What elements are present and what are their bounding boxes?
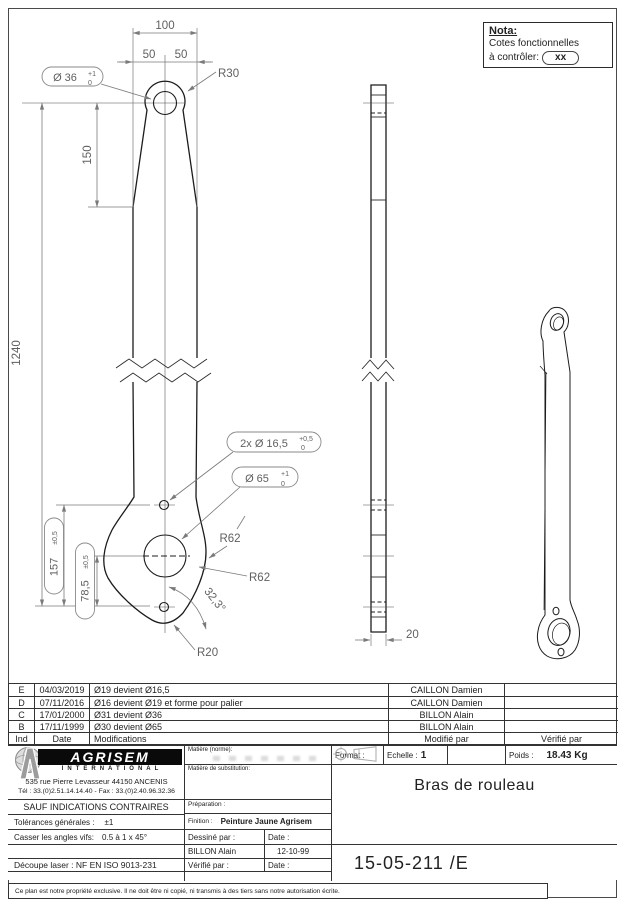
finish-label: Finition :	[188, 818, 213, 825]
rev-header-modifications: Modifications	[89, 732, 388, 744]
tolerances-label: Tolérances générales :	[14, 817, 95, 827]
drawn-by-row	[185, 829, 331, 844]
arm-outline-lower	[104, 382, 206, 623]
drawn-by-value: BILLON Alain	[185, 845, 265, 858]
agrisem-subtitle: INTERNATIONAL	[61, 766, 163, 772]
verified-date-label: Date :	[268, 860, 290, 870]
agrisem-logo	[8, 746, 185, 799]
rev-header-ind: Ind	[9, 732, 34, 744]
isometric-view	[537, 307, 579, 658]
format-row	[332, 746, 617, 764]
callout-r62-upper	[209, 516, 245, 558]
svg-text:+1: +1	[88, 71, 96, 78]
drawn-date-label: Date :	[268, 832, 290, 842]
nota-box	[483, 22, 613, 68]
finish-value: Peinture Jaune Agrisem	[220, 817, 312, 826]
nota-title: Nota:	[489, 25, 518, 37]
rev-modification: Ø19 devient Ø16,5	[89, 684, 388, 696]
sharp-edges-row	[8, 829, 184, 844]
company-address: 535 rue Pierre Levasseur 44150 ANCENIS	[25, 777, 168, 786]
svg-text:R62: R62	[219, 533, 241, 545]
callout-r20	[174, 625, 218, 659]
format-label: Format :	[335, 750, 365, 760]
svg-text:2x Ø 16,5: 2x Ø 16,5	[240, 438, 288, 450]
scale-value: 1	[420, 749, 427, 761]
dim-1240: 1240	[11, 340, 23, 366]
dim-50-right: 50	[174, 49, 188, 61]
svg-text:Ø 36: Ø 36	[53, 72, 77, 84]
general-tolerances-row	[8, 814, 184, 829]
rev-modification: Ø31 devient Ø36	[89, 708, 388, 720]
svg-text:20: 20	[406, 629, 419, 641]
laser-cut-row: Découpe laser : NF EN ISO 9013-231	[8, 858, 184, 871]
callout-angle-32-3	[169, 586, 227, 629]
svg-text:0: 0	[281, 481, 285, 488]
rev-header-modified-by: Modifié par	[388, 732, 504, 744]
rev-date: 04/03/2019	[34, 684, 89, 696]
general-tolerances-header: SAUF INDICATIONS CONTRAIRES	[8, 799, 184, 814]
empty-row	[8, 844, 184, 858]
side-view	[355, 85, 419, 646]
svg-text:R20: R20	[197, 647, 219, 659]
title-block	[8, 745, 617, 880]
drawn-by-values-row	[185, 844, 331, 858]
dim-width-100: 100	[155, 20, 175, 32]
empty-row	[8, 871, 184, 881]
angles-value: 0.5 à 1 x 45°	[102, 832, 148, 842]
drawn-date-value: 12-10-99	[277, 847, 310, 856]
weight-label: Poids :	[509, 750, 534, 760]
rev-modified-by: CAILLON Damien	[388, 684, 504, 696]
property-notice: Ce plan est notre propriété exclusive. Il ne doit être ni copié, ni transmis à des tiers sans notre autorisation écrite.	[8, 883, 548, 899]
rev-verified-by	[504, 708, 618, 720]
drawing-title: Bras de rouleau	[332, 764, 617, 844]
finish-row	[185, 813, 331, 829]
material-value-redacted	[213, 756, 317, 761]
rev-modified-by: BILLON Alain	[388, 720, 504, 732]
weight-cell	[505, 746, 617, 764]
revision-table	[8, 683, 617, 745]
drawing-number: 15-05-211 /E	[332, 844, 617, 881]
projection-symbol-cell	[447, 746, 505, 764]
svg-text:R62: R62	[249, 572, 271, 584]
drawn-by-label: Dessiné par :	[185, 830, 265, 844]
svg-text:+1: +1	[281, 471, 289, 478]
rev-ind: B	[9, 720, 34, 732]
verified-by-label: Vérifié par :	[185, 859, 265, 871]
rev-modified-by: CAILLON Damien	[388, 696, 504, 708]
preparation-row	[185, 799, 331, 813]
rev-date: 07/11/2016	[34, 696, 89, 708]
substitution-label: Matière de substitution:	[188, 766, 251, 772]
title-block-material	[185, 746, 332, 881]
svg-text:±0,5: ±0,5	[83, 555, 90, 569]
scale-label: Echelle :	[387, 750, 418, 760]
dim-150: 150	[82, 145, 94, 165]
callout-r30	[188, 68, 239, 91]
title-block-company	[8, 746, 185, 881]
nota-check-badge: xx	[542, 51, 579, 65]
front-dimensions	[11, 20, 321, 659]
svg-text:32,3°: 32,3°	[201, 585, 228, 615]
dim-50-left: 50	[142, 49, 156, 61]
rev-modification: Ø30 devient Ø65	[89, 720, 388, 732]
material-label: Matière (norme):	[188, 747, 233, 753]
first-angle-projection-icon	[332, 746, 384, 762]
empty-row	[185, 871, 331, 881]
svg-text:+0,5: +0,5	[299, 436, 313, 443]
rev-verified-by	[504, 684, 618, 696]
callout-dia36	[42, 67, 151, 99]
dim-78-5-label	[76, 543, 95, 619]
dim-thickness-20	[355, 629, 419, 646]
callout-r62-lower	[199, 567, 270, 584]
dim-157-label	[45, 518, 64, 594]
svg-text:±0,5: ±0,5	[52, 531, 59, 545]
scale-cell	[383, 746, 447, 764]
callout-2x-dia16-5	[170, 432, 321, 500]
svg-text:0: 0	[301, 445, 305, 452]
rev-header-verified-by: Vérifié par	[504, 732, 618, 744]
svg-text:157: 157	[48, 557, 61, 577]
rev-verified-by	[504, 696, 618, 708]
agrisem-wordmark: AGRISEM	[38, 749, 182, 765]
rev-modification: Ø16 devient Ø19 et forme pour palier	[89, 696, 388, 708]
tolerances-value: ±1	[104, 817, 114, 827]
break-line	[116, 359, 207, 368]
substitution-row	[185, 764, 331, 799]
preparation-label: Préparation :	[188, 801, 226, 808]
svg-text:78,5: 78,5	[79, 580, 92, 602]
svg-text:Ø 65: Ø 65	[245, 473, 269, 485]
nota-line1: Cotes fonctionnelles	[489, 38, 580, 50]
angles-label: Casser les angles vifs:	[14, 832, 95, 842]
rev-header-date: Date	[34, 732, 89, 744]
rev-verified-by	[504, 720, 618, 732]
svg-text:0: 0	[88, 80, 92, 87]
company-phone: Tél : 33.(0)2.51.14.14.40 - Fax : 33.(0)2.40.96.32.36	[18, 788, 175, 795]
rev-date: 17/11/1999	[34, 720, 89, 732]
break-line	[120, 373, 211, 382]
rev-ind: E	[18, 685, 25, 695]
rev-ind: C	[9, 708, 34, 720]
weight-value: 18.43 Kg	[546, 749, 588, 761]
rev-ind: D	[9, 696, 34, 708]
svg-text:R30: R30	[218, 68, 240, 80]
material-row	[185, 746, 331, 764]
rev-date: 17/01/2000	[34, 708, 89, 720]
rev-modified-by: BILLON Alain	[388, 708, 504, 720]
title-block-info	[332, 746, 617, 881]
nota-line2: à contrôler:	[489, 51, 540, 63]
verified-by-row	[185, 858, 331, 871]
